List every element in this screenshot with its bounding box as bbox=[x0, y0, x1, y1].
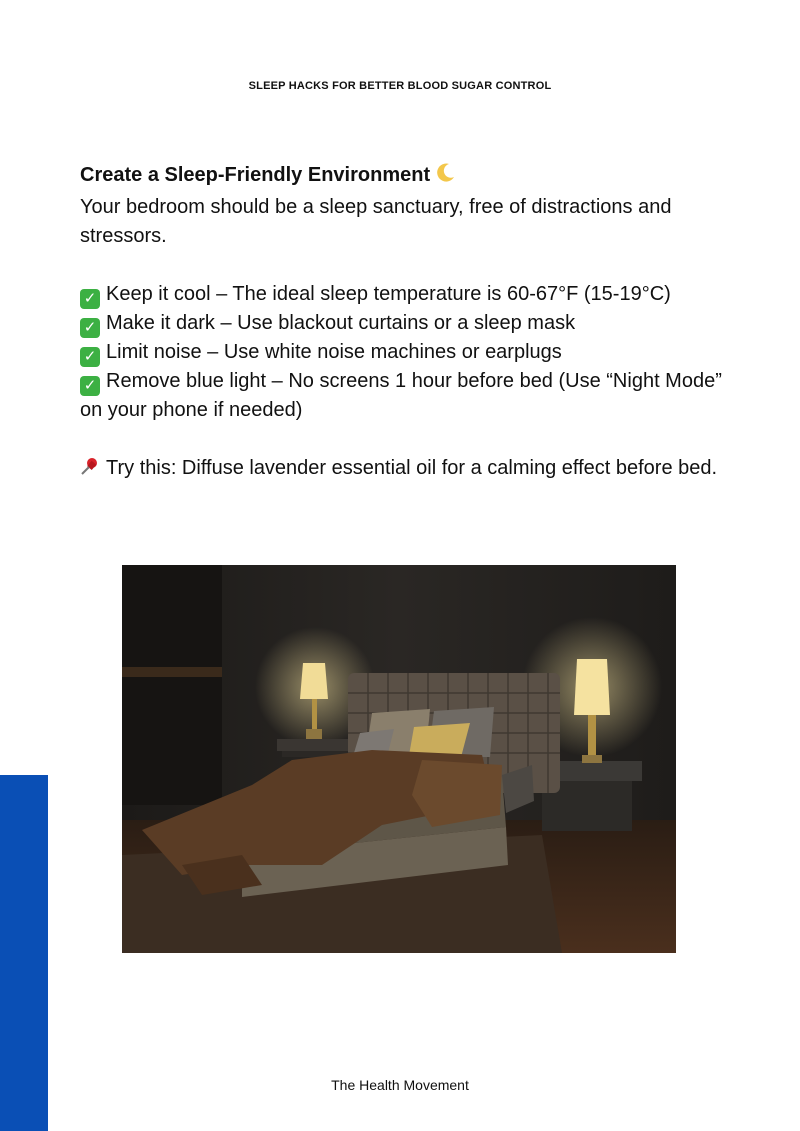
footer-brand: The Health Movement bbox=[331, 1077, 469, 1093]
pushpin-icon bbox=[80, 456, 100, 485]
list-item: ✓ Keep it cool – The ideal sleep temperature is 60-67°F (15-19°C) bbox=[80, 280, 730, 309]
check-mark-icon: ✓ bbox=[80, 376, 100, 396]
main-content bbox=[80, 161, 730, 485]
crescent-moon-icon bbox=[434, 162, 456, 193]
list-item: ✓ Remove blue light – No screens 1 hour before bed (Use “Night Mode” on your phone if needed) bbox=[80, 370, 722, 421]
check-mark-icon: ✓ bbox=[80, 318, 100, 338]
section-heading bbox=[80, 161, 730, 193]
list-item: ✓ Limit noise – Use white noise machines or earplugs bbox=[80, 338, 730, 367]
check-mark-icon: ✓ bbox=[80, 289, 100, 309]
tip-text: Try this: Diffuse lavender essential oil for a calming effect before bed. bbox=[80, 454, 730, 485]
check-mark-icon: ✓ bbox=[80, 347, 100, 367]
section-heading-text: Create a Sleep-Friendly Environment bbox=[80, 164, 431, 186]
bedroom-photo bbox=[122, 565, 676, 953]
section-intro: Your bedroom should be a sleep sanctuary, free of distractions and stressors. bbox=[80, 196, 672, 247]
page-header-title: SLEEP HACKS FOR BETTER BLOOD SUGAR CONTROL bbox=[248, 80, 552, 92]
list-item: ✓ Make it dark – Use blackout curtains or a sleep mask bbox=[80, 309, 730, 338]
